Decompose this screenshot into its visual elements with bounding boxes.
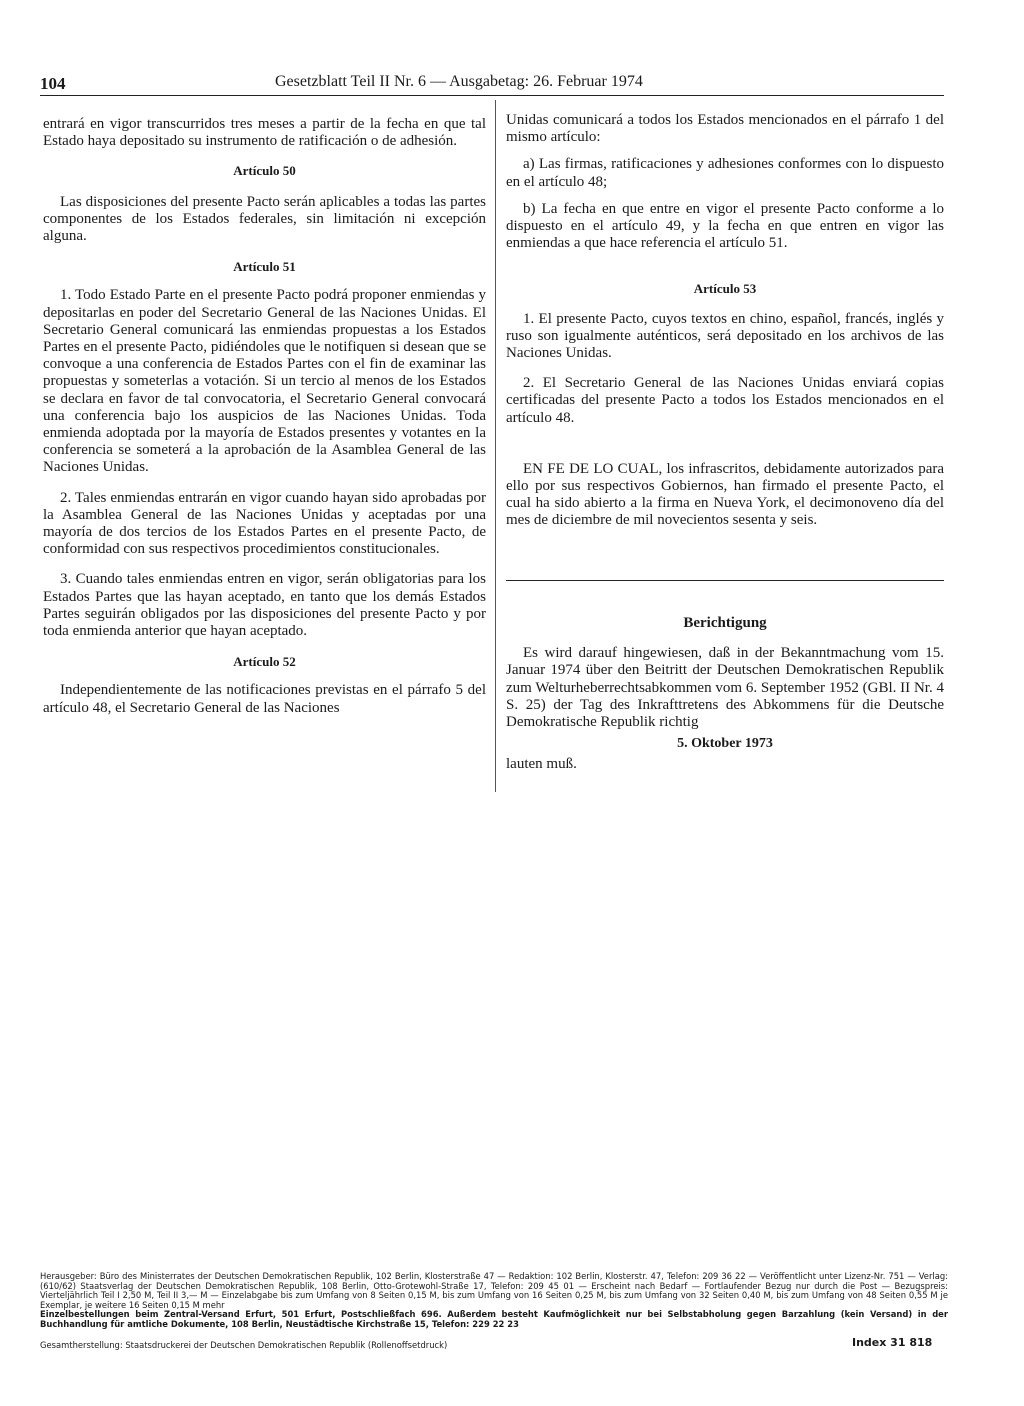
- berichtigung-section: [506, 615, 944, 774]
- article-53-paragraph-2: 2. El Secretario General de las Naciones Unidas enviará copias certificadas del presente Pacto a todos los Estados mencionados en el artículo 48.: [506, 375, 944, 426]
- page-header-title: Gesetzblatt Teil II Nr. 6 — Ausgabetag: 26. Februar 1974: [275, 73, 643, 90]
- article-51-paragraph-1: 1. Todo Estado Parte en el presente Pacto podrá proponer enmiendas y depositarlas en poder del Secretario General de las Naciones Unidas. El Secretario General comunicará las enmiendas propuestas a los Estados Partes en el presente Pacto, pidiéndoles que le notifiquen si desean que se convoque a una conferencia de Estados Partes con el fin de examinar las propuestas y someterlas a votación. Si un tercio al menos de los Estados se declara en favor de tal convocatoria, el Secretario General convocará una conferencia bajo los auspicios de las Naciones Unidas. Toda enmienda adoptada por la mayoría de Estados presentes y votantes en la conferencia se someterá a la aprobación de la Asamblea General de las Naciones Unidas.: [43, 287, 486, 476]
- imprint-order-info: Einzelbestellungen beim Zentral-Versand Erfurt, 501 Erfurt, Postschließfach 696. Außerdem besteht Kaufmöglichkeit nur bei Selbstabholung gegen Barzahlung (kein Versand) in der Buchhandlung für amtliche Dokumente, 108 Berlin, Neustädtische Kirchstraße 15, Telefon: 229 22 23: [40, 1309, 948, 1329]
- article-51-paragraph-3: 3. Cuando tales enmiendas entren en vigor, serán obligatorias para los Estados Partes que las hayan aceptado, en tanto que los demás Estados Partes seguirán obligados por las disposiciones del presente Pacto y por toda enmienda anterior que hayan aceptado.: [43, 571, 486, 640]
- article-52-heading: Artículo 52: [233, 654, 296, 670]
- article-51-heading: Artículo 51: [233, 259, 296, 275]
- imprint: [40, 1272, 948, 1330]
- index-number: Index 31 818: [852, 1336, 933, 1349]
- article-50-heading: Artículo 50: [233, 163, 296, 179]
- article-49-continuation: entrará en vigor transcurridos tres meses a partir de la fecha en que tal Estado haya depositado su instrumento de ratificación o de adhesión.: [43, 116, 486, 150]
- article-52-text: Independientemente de las notificaciones previstas en el párrafo 5 del artículo 48, el Secretario General de las Naciones: [43, 682, 486, 716]
- berichtigung-closing: lauten muß.: [506, 756, 577, 773]
- header-rule: [40, 95, 944, 96]
- page-number: 104: [40, 74, 66, 93]
- left-column: [43, 116, 486, 717]
- berichtigung-date: 5. Oktober 1973: [677, 736, 773, 752]
- article-52-item-b: b) La fecha en que entre en vigor el presente Pacto conforme a lo dispuesto en el artículo 49, y la fecha en que entren en vigor las enmiendas a que hace referencia el artículo 51.: [506, 200, 944, 252]
- imprint-publisher-info: Herausgeber: Büro des Ministerrates der Deutschen Demokratischen Republik, 102 Berlin, Klosterstraße 47 — Redaktion: 102 Berlin, Klosterstr. 47, Telefon: 209 36 22 — Veröffentlicht unter Lizenz-Nr. 751 — Verlag: (610/62) Staatsverlag der Deutschen Demokratischen Republik, 108 Berlin, Otto-Grotewohl-Straße 17, Telefon: 209 45 01 — Erscheint nach Bedarf — Fortlaufender Bezug nur durch die Post — Bezugspreis: Vierteljährlich Teil I 2,50 M, Teil II 3,— M — Einzelabgabe bis zum Umfang von 8 Seiten 0,15 M, bis zum Umfang von 16 Seiten 0,25 M, bis zum Umfang von 32 Seiten 0,40 M, bis zum Umfang von 48 Seiten 0,55 M je Exemplar, je weitere 16 Seiten 0,15 M mehr: [40, 1271, 948, 1310]
- closing-clause: EN FE DE LO CUAL, los infrascritos, debidamente autorizados para ello por sus respectivos Gobiernos, han firmado el presente Pacto, el cual ha sido abierto a la firma en Nueva York, el decimonoveno día del mes de diciembre de mil novecientos sesenta y seis.: [506, 460, 944, 529]
- berichtigung-text: Es wird darauf hingewiesen, daß in der Bekanntmachung vom 15. Januar 1974 über den Beitritt der Deutschen Demokratischen Republik zum Welturheberrechtsabkommen vom 6. September 1952 (GBl. II Nr. 4 S. 25) der Tag des Inkrafttretens des Abkommens für die Deutsche Demokratische Republik richtig: [506, 645, 944, 731]
- article-52-continuation: Unidas comunicará a todos los Estados mencionados en el párrafo 1 del mismo artículo:: [506, 112, 944, 146]
- article-52-item-a: a) Las firmas, ratificaciones y adhesiones conformes con lo dispuesto en el artículo 48;: [506, 156, 944, 190]
- section-rule: [506, 580, 944, 581]
- imprint-printer: Gesamtherstellung: Staatsdruckerei der Deutschen Demokratischen Republik (Rollenoffsetdruck): [40, 1340, 448, 1350]
- berichtigung-title: Berichtigung: [683, 615, 767, 631]
- column-divider: [495, 100, 496, 792]
- right-column: [506, 112, 944, 530]
- article-53-paragraph-1: 1. El presente Pacto, cuyos textos en chino, español, francés, inglés y ruso son igualmente auténticos, será depositado en los archivos de las Naciones Unidas.: [506, 310, 944, 362]
- article-50-text: Las disposiciones del presente Pacto serán aplicables a todas las partes componentes de los Estados federales, sin limitación ni excepción alguna.: [43, 193, 486, 245]
- article-51-paragraph-2: 2. Tales enmiendas entrarán en vigor cuando hayan sido aprobadas por la Asamblea General de las Naciones Unidas y aceptadas por una mayoría de dos tercios de los Estados Partes en el presente Pacto, de conformidad con sus respectivos procedimientos constitucionales.: [43, 489, 486, 558]
- article-53-heading: Artículo 53: [693, 281, 757, 297]
